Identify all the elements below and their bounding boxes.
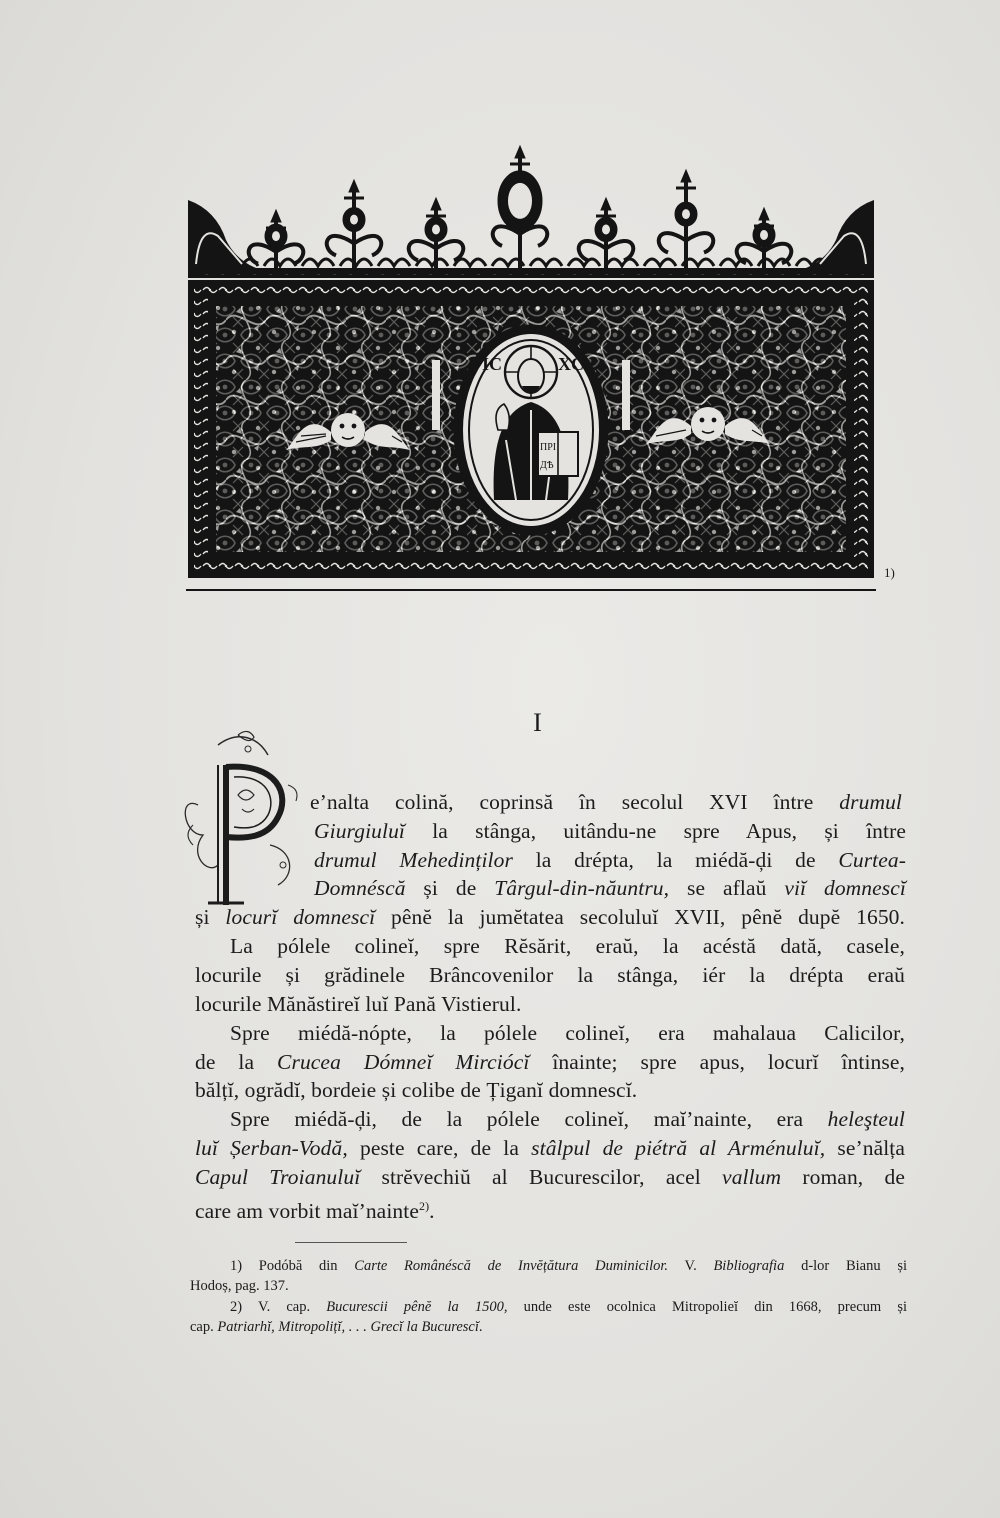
christ-medallion (455, 326, 607, 534)
p1-line1: e’nalta colină, coprinsă în secolul XVI între drumul (310, 790, 902, 814)
footnote-1-line1: 1) Podóbă din Carte Românéscă de Invĕțătura Duminicilor. V. Bibliografia d-lor Bianu și (230, 1258, 907, 1274)
crest-scroll (302, 259, 334, 266)
crest-scroll (416, 259, 448, 266)
p4-line2: luĭ Șerban-Vodă, peste care, de la stâlpul de piétră al Arménuluĭ, se’nălța (195, 1136, 905, 1160)
crest-scroll (644, 259, 676, 266)
book-text-2: ДѢ (540, 460, 554, 471)
footnote-1-line2: Hodoș, pag. 137. (190, 1278, 289, 1294)
headpiece-ornament (186, 140, 876, 600)
p1-line4: Domnéscă și de Târgul-din-năuntru, se aflaŭ viĭ domnescĭ (314, 876, 906, 900)
headpiece-footnote-ref: 1) (884, 565, 895, 580)
crest-finial (493, 146, 547, 268)
p1-line3: drumul Mehedinților la drépta, la miédă-ḑi de Curtea- (314, 848, 906, 872)
p4-line4: care am vorbit maĭ’nainte$^{2)}$. (195, 1199, 435, 1224)
p4-line3: Capul Troianuluĭ strĕvechiŭ al Bucurescilor, acel vallum roman, de (195, 1165, 905, 1189)
p2-line3: locurile Mănăstireĭ luĭ Pană Vistierul. (195, 992, 522, 1016)
crest-scroll (720, 259, 752, 266)
p2-line1: La pólele colineĭ, spre Rĕsărit, eraŭ, la acéstă dată, casele, (230, 934, 905, 958)
medallion-ic: IC (482, 354, 503, 374)
crest-scroll (264, 259, 296, 266)
ornamental-initial (178, 725, 308, 915)
footnote-2-line1: 2) V. cap. Bucurescii pênĕ la 1500, unde este ocolnica Mitropolieĭ din 1668, precum și (230, 1299, 907, 1315)
p1-line2: Giurgiuluĭ la stânga, uitându-ne spre Apus, și între (314, 819, 906, 843)
crest-finial (327, 180, 381, 268)
p3-line3: bălțĭ, ogrădĭ, bordeie și colibe de Țiganĭ domnescĭ. (195, 1078, 638, 1102)
crest-scroll (378, 259, 410, 266)
crest-finial (659, 170, 713, 268)
crest-finial (409, 198, 463, 268)
p2-line2: locurile și grădinele Brâncovenilor la stânga, iér la drépta eraŭ (195, 963, 905, 987)
footnote-2-line2: cap. Patriarhĭ, Mitropolițĭ, . . . Grecĭ la Bucurescĭ. (190, 1319, 483, 1335)
p3-line1: Spre miédă-nópte, la pólele colineĭ, era mahalaua Calicilor, (230, 1021, 905, 1045)
footnote-ref-2: 2) (418, 1199, 430, 1213)
crest-finials (226, 146, 866, 268)
p4-line1: Spre miédă-ḑi, de la pólele colineĭ, maĭ’nainte, era heleşteul (230, 1107, 905, 1131)
p1-line5: și locurĭ domnescĭ pênĕ la jumĕtatea secoluluĭ XVII, pênĕ dupĕ 1650. (195, 905, 905, 929)
crest-finial (579, 198, 633, 268)
crest-scroll (606, 259, 638, 266)
medallion-xc: XC (558, 354, 584, 374)
p3-line2: de la Crucea Dómneĭ Mirciócĭ înainte; spre apus, locurĭ întinse, (195, 1050, 905, 1074)
book-text-1: ПРІ (540, 442, 557, 453)
chapter-number: I (533, 708, 542, 737)
footnote-rule (295, 1242, 407, 1243)
crest-scroll (454, 259, 486, 266)
crest-scroll (530, 259, 562, 266)
